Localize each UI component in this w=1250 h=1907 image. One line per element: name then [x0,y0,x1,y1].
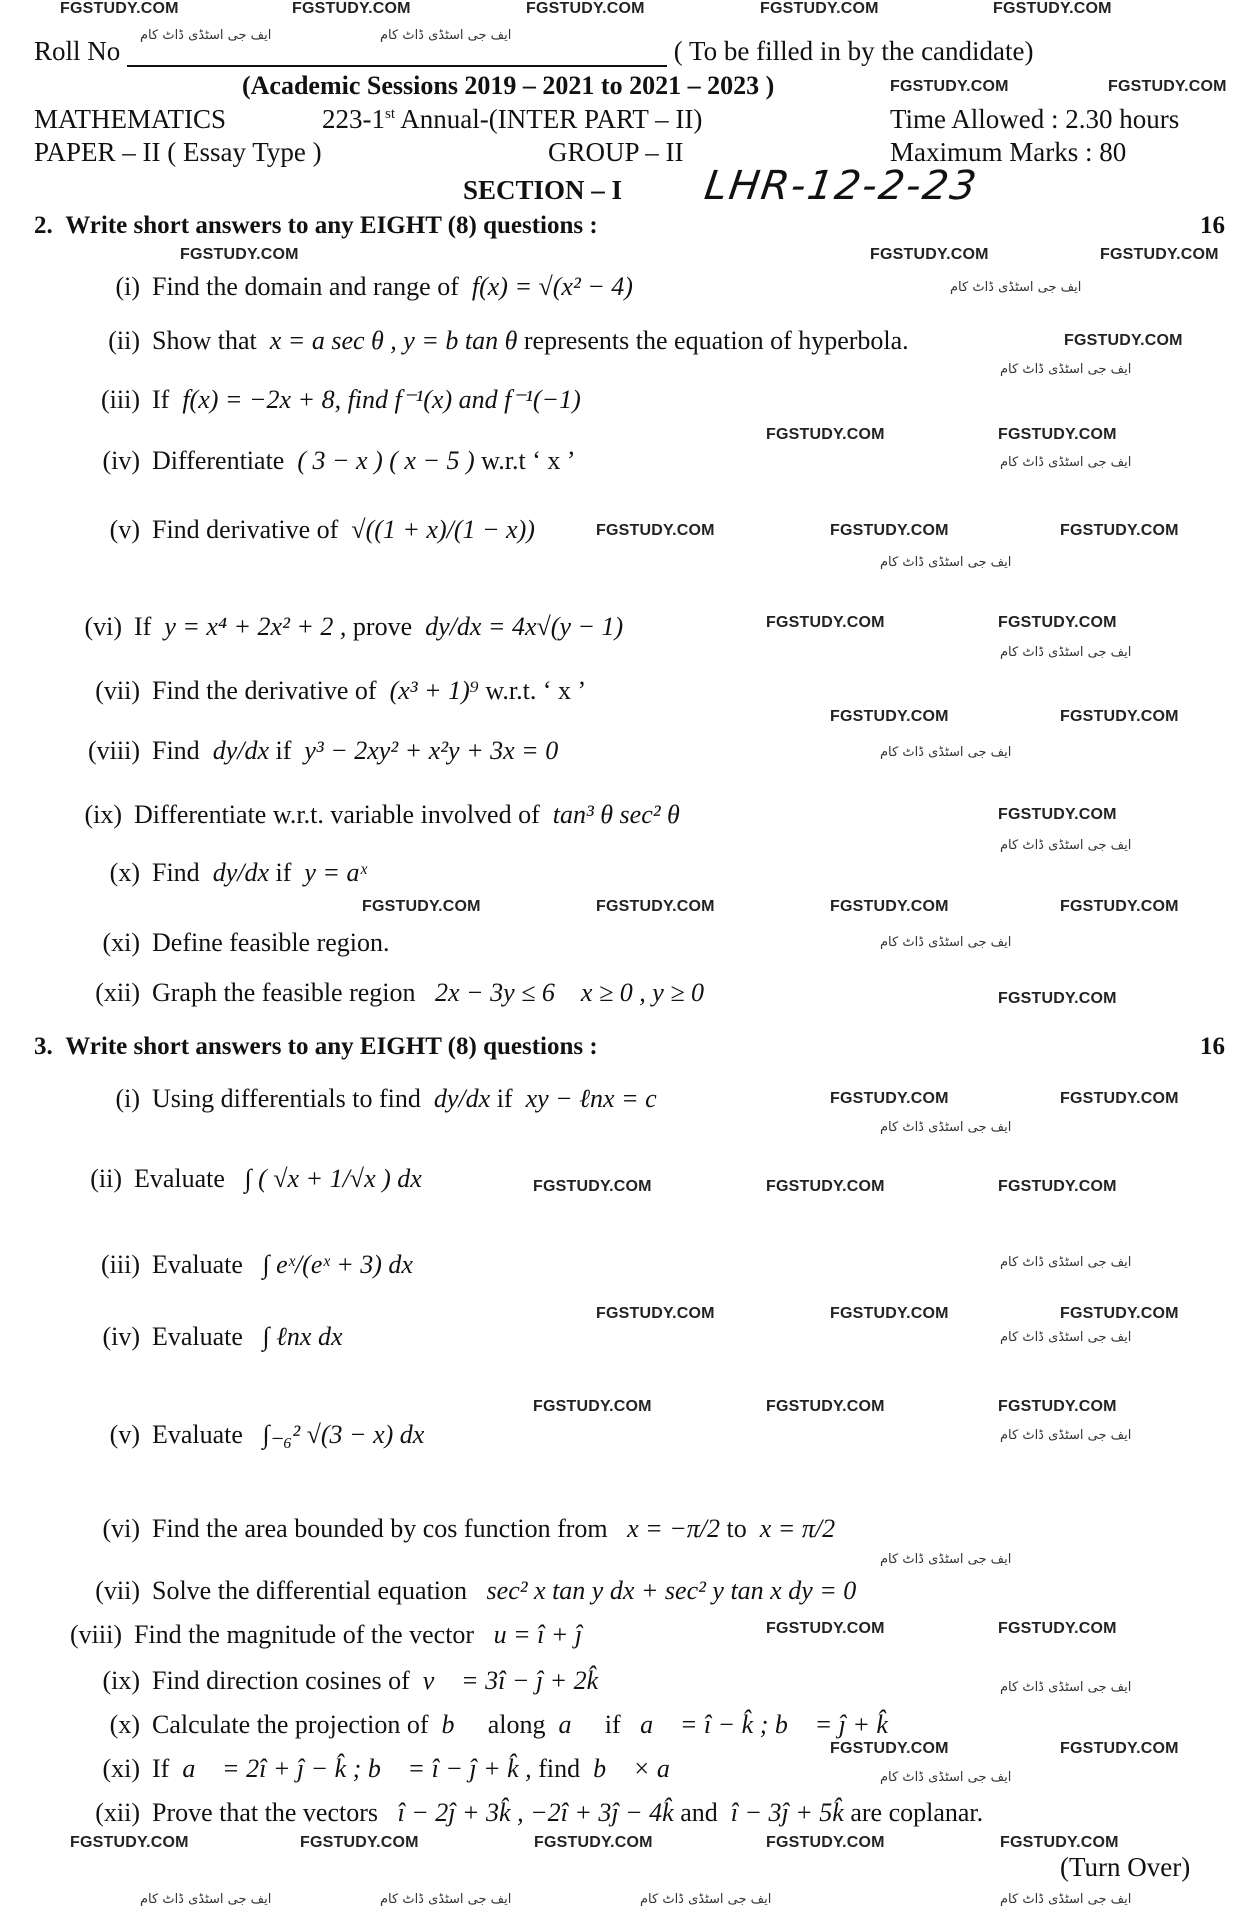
math-expression: v⃗ = 3î − ĵ + 2k̂ [422,1666,599,1695]
question-text: find [538,1754,581,1783]
watermark: FGSTUDY.COM [1060,1305,1179,1322]
question-text: w.r.t. ‘ x ’ [485,676,587,705]
watermark: FGSTUDY.COM [1108,78,1227,95]
watermark: FGSTUDY.COM [830,898,949,915]
urdu-watermark: ایف جی اسٹڈی ڈاٹ کام [1000,1330,1132,1345]
part-label: (xii) [95,978,140,1007]
q2-part-v [80,515,535,545]
question-text: Using differentials to find [152,1084,421,1113]
watermark: FGSTUDY.COM [766,1620,885,1637]
academic-sessions: (Academic Sessions 2019 – 2021 to 2021 – 2023 ) [242,71,775,100]
question-text: Prove that the vectors [152,1798,378,1827]
question-text: w.r.t ‘ x ’ [481,446,576,475]
math-expression: a⃗ [558,1710,592,1739]
math-expression: sec² x tan y dx + sec² y tan x dy = 0 [486,1576,857,1605]
question-text: 3. [34,1033,53,1060]
urdu-watermark: ایف جی اسٹڈی ڈاٹ کام [1000,838,1132,853]
watermark: FGSTUDY.COM [1060,1090,1179,1107]
watermark: FGSTUDY.COM [766,1834,885,1851]
math-expression: f(x) = √(x² − 4) [471,272,633,301]
part-label: (iii) [101,385,140,414]
part-label: (v) [109,1420,140,1449]
q3-part-iv [80,1322,342,1352]
math-expression: y = x⁴ + 2x² + 2 , [164,612,347,641]
q2-part-x [80,858,367,888]
watermark: FGSTUDY.COM [993,0,1112,17]
watermark: FGSTUDY.COM [1060,898,1179,915]
question-text: represents the equation of hyperbola. [523,326,909,355]
math-expression: 2x − 3y ≤ 6 [435,978,555,1007]
part-label: (vi) [102,1514,140,1543]
watermark: FGSTUDY.COM [998,426,1117,443]
time-allowed: Time Allowed : 2.30 hours [890,104,1180,134]
part-label: (ix) [84,800,122,829]
part-label: (x) [109,858,140,887]
question-text: Calculate the projection of [152,1710,429,1739]
q2-part-iii [80,385,581,415]
question-text: If [134,612,152,641]
watermark: FGSTUDY.COM [998,1620,1117,1637]
urdu-watermark: ایف جی اسٹڈی ڈاٹ کام [1000,362,1132,377]
part-label: (vi) [84,612,122,641]
q2-part-xii [80,978,704,1008]
watermark: FGSTUDY.COM [766,1398,885,1415]
urdu-watermark: ایف جی اسٹڈی ڈاٹ کام [1000,1428,1132,1443]
math-expression: y = aˣ [304,858,367,887]
question-3-marks: 16 [1200,1033,1225,1060]
urdu-watermark: ایف جی اسٹڈی ڈاٹ کام [1000,1680,1132,1695]
math-expression: dy/dx = 4x√(y − 1) [425,612,624,641]
question-text: Annual-(INTER PART – II) [395,104,703,134]
math-expression: x ≥ 0 , y ≥ 0 [580,978,705,1007]
part-label: (v) [109,515,140,544]
question-text: Evaluate [152,1322,243,1351]
watermark: FGSTUDY.COM [766,614,885,631]
question-text: 223-1 [322,104,385,134]
question-text: if [604,1710,621,1739]
math-expression: ∫ eˣ/(eˣ + 3) dx [262,1250,413,1279]
roll-no-note: ( To be filled in by the candidate) [673,36,1034,66]
question-text: If [152,1754,170,1783]
question-text: Evaluate [152,1250,243,1279]
question-text: along [487,1710,546,1739]
question-text: Differentiate [152,446,285,475]
watermark: FGSTUDY.COM [830,1305,949,1322]
part-label: (iv) [102,446,140,475]
watermark: FGSTUDY.COM [533,1398,652,1415]
math-expression: a⃗ = î − k̂ ; b⃗ = ĵ + k̂ [640,1710,888,1739]
urdu-watermark: ایف جی اسٹڈی ڈاٹ کام [1000,1892,1132,1907]
watermark: FGSTUDY.COM [300,1834,419,1851]
watermark: FGSTUDY.COM [998,990,1117,1007]
question-text: 2. [34,212,53,239]
watermark: FGSTUDY.COM [1100,246,1219,263]
question-text: if [275,736,292,765]
question-text: Find [152,858,200,887]
watermark: FGSTUDY.COM [830,1740,949,1757]
q3-part-xii [80,1798,983,1828]
urdu-watermark: ایف جی اسٹڈی ڈاٹ کام [1000,645,1132,660]
part-label: (iii) [101,1250,140,1279]
part-label: (iv) [102,1322,140,1351]
part-label: (i) [115,1084,140,1113]
q2-part-i [80,272,633,302]
question-text: Evaluate [134,1164,225,1193]
part-label: (x) [109,1710,140,1739]
q3-part-vi [80,1514,835,1544]
question-text: to [726,1514,747,1543]
math-expression: √((1 + x)/(1 − x)) [351,515,535,544]
watermark: FGSTUDY.COM [70,1834,189,1851]
q3-part-i [80,1084,657,1114]
watermark: FGSTUDY.COM [533,1178,652,1195]
part-label: (xii) [95,1798,140,1827]
q2-part-vi [62,612,623,642]
math-expression: f(x) = −2x + 8, find f⁻¹(x) and f⁻¹(−1) [182,385,581,414]
question-2-marks: 16 [1200,212,1225,239]
watermark: FGSTUDY.COM [526,0,645,17]
roll-no-label: Roll No [34,36,121,66]
math-expression: ∫ ( √x + 1/√x ) dx [244,1164,422,1193]
urdu-watermark: ایف جی اسٹڈی ڈاٹ کام [380,28,512,43]
math-expression: b⃗ × a⃗ [593,1754,691,1783]
math-expression: b⃗ [441,1710,475,1739]
part-label: (vii) [95,676,140,705]
handwritten-code: LHR-12-2-23 [701,163,981,209]
watermark: FGSTUDY.COM [534,1834,653,1851]
urdu-watermark: ایف جی اسٹڈی ڈاٹ کام [140,1892,272,1907]
q2-part-ix [62,800,680,830]
part-label: (viii) [70,1620,122,1649]
math-expression: ( 3 − x ) ( x − 5 ) [297,446,475,475]
urdu-watermark: ایف جی اسٹڈی ڈاٹ کام [140,28,272,43]
watermark: FGSTUDY.COM [870,246,989,263]
math-expression: ∫ ℓnx dx [262,1322,343,1351]
watermark: FGSTUDY.COM [1060,708,1179,725]
watermark: FGSTUDY.COM [1000,1834,1119,1851]
q3-part-x [80,1710,888,1740]
part-label: (ii) [90,1164,122,1193]
math-expression: y³ − 2xy² + x²y + 3x = 0 [304,736,559,765]
urdu-watermark: ایف جی اسٹڈی ڈاٹ کام [640,1892,772,1907]
math-expression: î − 2ĵ + 3k̂ , −2î + 3ĵ − 4k̂ [397,1798,674,1827]
question-text: Write short answers to any EIGHT (8) questions : [65,1033,598,1060]
watermark: FGSTUDY.COM [292,0,411,17]
math-expression: î − 3ĵ + 5k̂ [730,1798,844,1827]
watermark: FGSTUDY.COM [1060,522,1179,539]
math-expression: x = a sec θ , y = b tan θ [269,326,518,355]
q3-part-iii [80,1250,413,1280]
watermark: FGSTUDY.COM [596,898,715,915]
urdu-watermark: ایف جی اسٹڈی ڈاٹ کام [880,1552,1012,1567]
section-title: SECTION – I [463,175,623,205]
subject: MATHEMATICS [34,104,227,134]
question-text: Find the derivative of [152,676,377,705]
q2-part-iv [80,446,576,476]
question-text: Find the domain and range of [152,272,459,301]
math-expression: x = π/2 [759,1514,836,1543]
q2-part-vii [80,676,586,706]
math-expression: dy/dx [433,1084,491,1113]
math-expression: u = î + ĵ [493,1620,583,1649]
part-label: (ix) [102,1666,140,1695]
question-text: if [275,858,292,887]
q2-part-ii [80,326,909,356]
urdu-watermark: ایف جی اسٹڈی ڈاٹ کام [880,555,1012,570]
urdu-watermark: ایف جی اسٹڈی ڈاٹ کام [880,1120,1012,1135]
urdu-watermark: ایف جی اسٹڈی ڈاٹ کام [1000,455,1132,470]
q3-part-xi [80,1754,690,1784]
question-text: Evaluate [152,1420,243,1449]
math-expression: tan³ θ sec² θ [552,800,680,829]
watermark: FGSTUDY.COM [1060,1740,1179,1757]
part-label: (xi) [102,928,140,957]
math-expression: a⃗ = 2î + ĵ − k̂ ; b⃗ = î − ĵ + k̂ , [182,1754,532,1783]
watermark: FGSTUDY.COM [830,708,949,725]
part-label: (ii) [108,326,140,355]
watermark: FGSTUDY.COM [830,1090,949,1107]
question-text: Find the area bounded by cos function from [152,1514,608,1543]
question-text: Find [152,736,200,765]
q3-part-ix [80,1666,598,1696]
math-expression: dy/dx [212,736,269,765]
q2-part-xi [80,928,390,958]
question-3-heading [34,1033,598,1061]
watermark: FGSTUDY.COM [362,898,481,915]
question-text: Define feasible region. [152,928,390,957]
question-text: are coplanar. [850,1798,984,1827]
question-text: Find direction cosines of [152,1666,410,1695]
watermark: FGSTUDY.COM [890,78,1009,95]
question-text: Write short answers to any EIGHT (8) questions : [65,212,598,239]
part-label: (i) [115,272,140,301]
watermark: FGSTUDY.COM [998,1178,1117,1195]
watermark: FGSTUDY.COM [760,0,879,17]
question-text: Show that [152,326,257,355]
group: GROUP – II [548,137,684,167]
urdu-watermark: ایف جی اسٹڈی ڈاٹ کام [950,280,1082,295]
math-expression: (x³ + 1)⁹ [389,676,479,705]
question-text: If [152,385,170,414]
max-marks: Maximum Marks : 80 [890,137,1127,167]
math-expression: xy − ℓnx = c [525,1084,657,1113]
question-text: Differentiate w.r.t. variable involved of [134,800,540,829]
urdu-watermark: ایف جی اسٹڈی ڈاٹ کام [880,745,1012,760]
question-text: Graph the feasible region [152,978,416,1007]
question-text: Find derivative of [152,515,339,544]
watermark: FGSTUDY.COM [180,246,299,263]
question-text: prove [352,612,413,641]
watermark: FGSTUDY.COM [766,426,885,443]
q3-part-ii [62,1164,422,1194]
question-text: Find the magnitude of the vector [134,1620,475,1649]
watermark: FGSTUDY.COM [998,1398,1117,1415]
watermark: FGSTUDY.COM [998,614,1117,631]
roll-no-input-line[interactable] [127,41,667,67]
question-text: if [496,1084,513,1113]
math-expression: x = −π/2 [627,1514,720,1543]
math-expression: ∫₋₆² √(3 − x) dx [262,1420,425,1449]
math-expression: dy/dx [212,858,269,887]
urdu-watermark: ایف جی اسٹڈی ڈاٹ کام [880,1770,1012,1785]
exam-title [322,104,702,135]
urdu-watermark: ایف جی اسٹڈی ڈاٹ کام [1000,1255,1132,1270]
part-label: (xi) [102,1754,140,1783]
watermark: FGSTUDY.COM [1064,332,1183,349]
question-text: and [680,1798,718,1827]
urdu-watermark: ایف جی اسٹڈی ڈاٹ کام [880,935,1012,950]
turn-over: (Turn Over) [1060,1852,1191,1882]
paper-type: PAPER – II ( Essay Type ) [34,137,322,167]
urdu-watermark: ایف جی اسٹڈی ڈاٹ کام [380,1892,512,1907]
watermark: FGSTUDY.COM [596,1305,715,1322]
watermark: FGSTUDY.COM [766,1178,885,1195]
watermark: FGSTUDY.COM [60,0,179,17]
part-label: (viii) [88,736,140,765]
watermark: FGSTUDY.COM [596,522,715,539]
q3-part-v [80,1420,424,1450]
q3-part-viii [62,1620,582,1650]
q3-part-vii [80,1576,856,1606]
question-text: st [385,106,396,122]
q2-part-viii [80,736,558,766]
question-text: Solve the differential equation [152,1576,468,1605]
question-2-heading [34,212,598,240]
part-label: (vii) [95,1576,140,1605]
watermark: FGSTUDY.COM [830,522,949,539]
watermark: FGSTUDY.COM [998,806,1117,823]
